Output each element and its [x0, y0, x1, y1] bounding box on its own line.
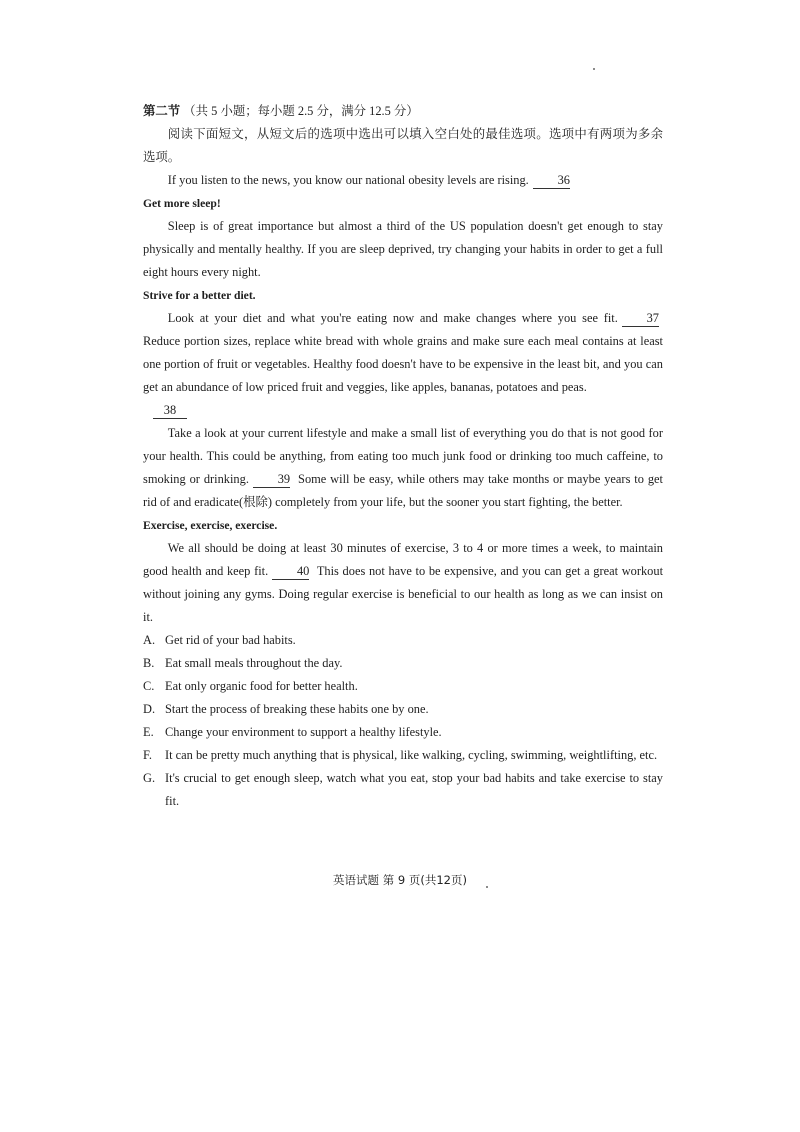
diet-text-b: Reduce portion sizes, replace white bread with whole grains and make sure each meal contains at least one portion of fruit or vegetables. Healthy food doesn't have to be expensive in the least bit, and you can get an abundance of low priced fruit and veggies, like apples, bananas, potatoes and peas. — [143, 334, 663, 394]
section-instructions: 阅读下面短文，从短文后的选项中选出可以填入空白处的最佳选项。选项中有两项为多余选项。 — [143, 127, 663, 164]
option-letter: B. — [143, 656, 155, 670]
habits-text-a: Take a look at your current lifestyle and make a small list of everything you do that is not good for your health. This could be anything, from eating too much junk food or drinking too much caffeine, to smoking or drinking. — [143, 426, 663, 486]
option-letter: E. — [143, 725, 154, 739]
heading-exercise: Exercise, exercise, exercise. — [143, 519, 278, 532]
heading-sleep: Get more sleep! — [143, 197, 221, 210]
option-text: Start the process of breaking these habits one by one. — [165, 702, 429, 716]
option-d — [143, 698, 663, 721]
option-text: Get rid of your bad habits. — [165, 633, 296, 647]
option-g — [143, 767, 663, 813]
exam-page — [143, 100, 663, 813]
blank-40: 40 — [272, 564, 309, 580]
exercise-text-a: We all should be doing at least 30 minutes of exercise, 3 to 4 or more times a week, to maintain good health and keep fit. — [143, 541, 663, 578]
scan-speck — [486, 886, 488, 888]
options-list — [143, 629, 663, 813]
blank-37: 37 — [622, 311, 659, 327]
habits-text-b: Some will be easy, while others may take months or maybe years to get rid of and eradicate(根除) completely from your life, but the sooner you start fighting, the better. — [143, 472, 663, 509]
paragraph-exercise — [143, 537, 663, 629]
blank-38-line — [143, 399, 663, 422]
option-text: It can be pretty much anything that is physical, like walking, cycling, swimming, weightlifting, etc. — [165, 748, 658, 762]
option-b — [143, 652, 663, 675]
option-letter: C. — [143, 679, 155, 693]
option-letter: G. — [143, 771, 156, 785]
heading-diet: Strive for a better diet. — [143, 289, 256, 302]
diet-text-a: Look at your diet and what you're eating now and make changes where you see fit. — [167, 311, 618, 325]
paragraph-diet — [143, 307, 663, 399]
option-text: Change your environment to support a healthy lifestyle. — [165, 725, 442, 739]
paragraph-habits — [143, 422, 663, 514]
option-letter: D. — [143, 702, 156, 716]
section-title: 第二节 — [143, 104, 181, 118]
passage-intro — [143, 169, 663, 192]
intro-text: If you listen to the news, you know our national obesity levels are rising. — [167, 173, 529, 187]
section-meta: （共 5 小题；每小题 2.5 分，满分 12.5 分） — [183, 104, 419, 118]
option-e — [143, 721, 663, 744]
option-letter: F. — [143, 748, 152, 762]
page-footer: 英语试题 第 9 页(共12页) — [333, 873, 467, 887]
section-header — [143, 100, 663, 123]
exercise-text-b: This does not have to be expensive, and you can get a great workout without joining any gyms. Doing regular exercise is beneficial to our health as long as we can insist on it. — [143, 564, 664, 624]
option-text: Eat small meals throughout the day. — [165, 656, 343, 670]
blank-38: 38 — [153, 403, 187, 419]
option-text: It's crucial to get enough sleep, watch what you eat, stop your bad habits and take exercise to stay fit. — [165, 771, 663, 808]
blank-39: 39 — [253, 472, 290, 488]
paragraph-sleep: Sleep is of great importance but almost a third of the US population doesn't get enough to stay physically and mentally healthy. If you are sleep deprived, try changing your habits in order to get a full eight hours every night. — [143, 219, 663, 279]
option-letter: A. — [143, 633, 156, 647]
scan-speck — [593, 68, 595, 70]
blank-36: 36 — [533, 173, 570, 189]
option-f — [143, 744, 663, 767]
option-c — [143, 675, 663, 698]
option-a — [143, 629, 663, 652]
option-text: Eat only organic food for better health. — [165, 679, 358, 693]
